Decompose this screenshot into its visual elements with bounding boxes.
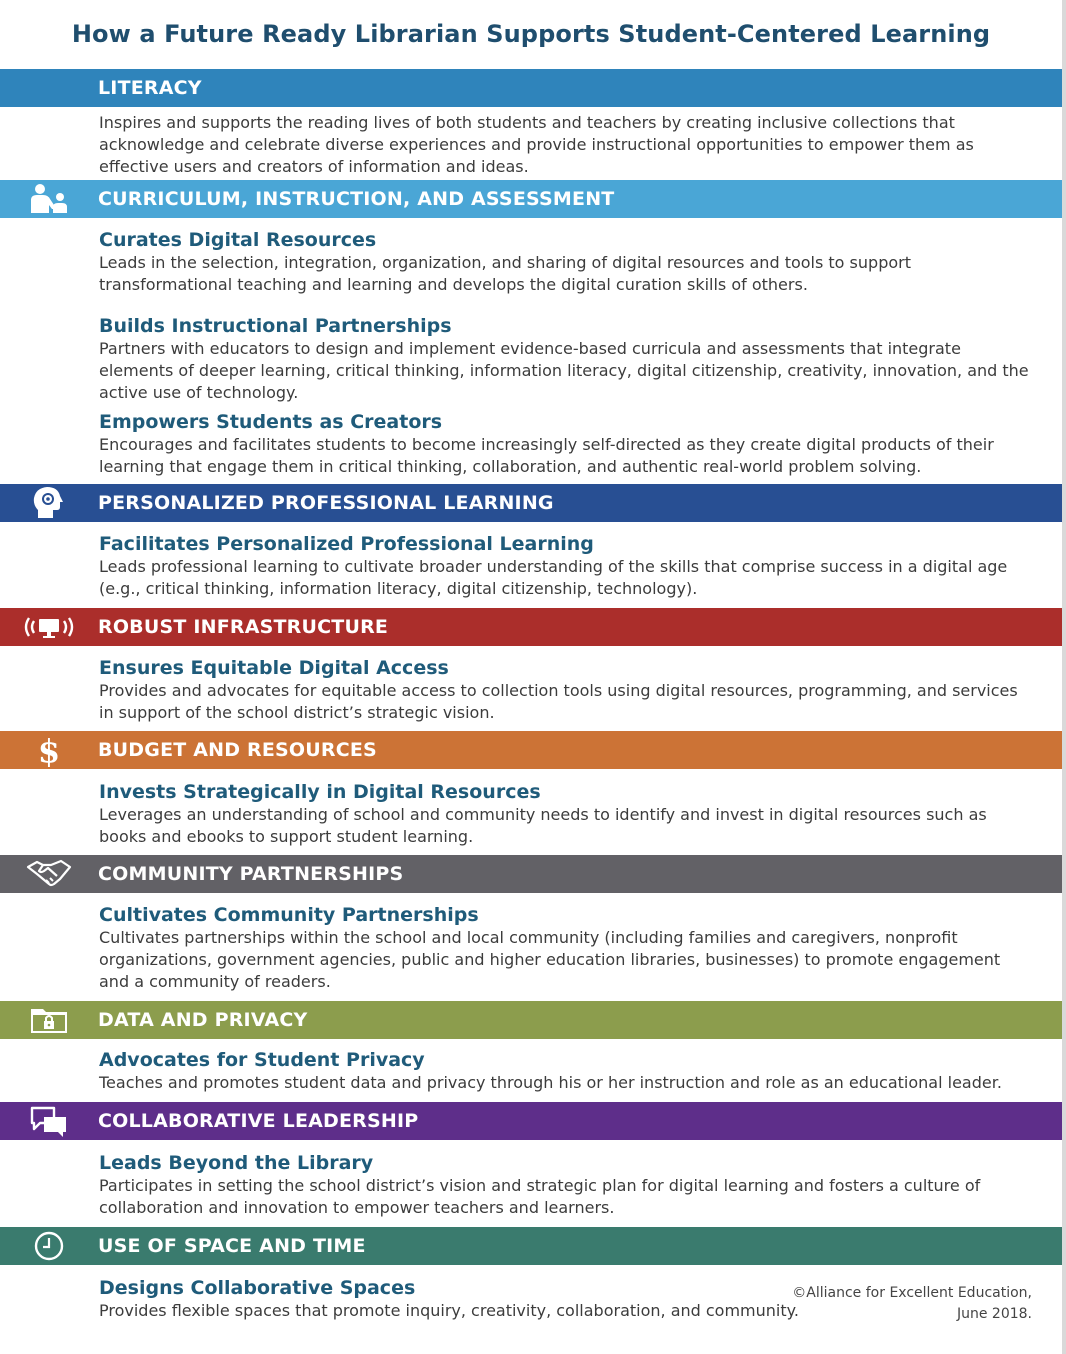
section-body-professional-learning	[99, 532, 1029, 600]
page-edge	[1062, 0, 1066, 1354]
section-body-data-privacy	[99, 1048, 1029, 1094]
section-bar-professional-learning	[0, 484, 1062, 522]
item-description: Inspires and supports the reading lives of both students and teachers by creating inclusive collections that acknowledge and celebrate diverse experiences and provide instructional opportunities to empower them as effective users and creators of information and ideas.	[99, 113, 974, 176]
item-description: Cultivates partnerships within the school and local community (including families and caregivers, nonprofit organizations, government agencies, public and higher education libraries, businesses) to promote engagement and a community of readers.	[99, 928, 1001, 991]
head-gear-icon	[0, 484, 98, 522]
section-bar-collaborative-leadership	[0, 1102, 1062, 1140]
section-heading: DATA AND PRIVACY	[98, 1009, 308, 1031]
section-bar-community	[0, 855, 1062, 893]
page-title: How a Future Ready Librarian Supports Student-Centered Learning	[71, 20, 991, 48]
item-title: Curates Digital Resources	[99, 229, 377, 251]
copyright-credit	[792, 1283, 1032, 1325]
section-heading: COLLABORATIVE LEADERSHIP	[98, 1110, 419, 1132]
section-heading: BUDGET AND RESOURCES	[98, 739, 377, 761]
item-title: Invests Strategically in Digital Resources	[99, 781, 541, 803]
item-title: Leads Beyond the Library	[99, 1152, 374, 1174]
section-bar-infrastructure	[0, 608, 1062, 646]
section-bar-literacy	[0, 69, 1062, 107]
item-title: Advocates for Student Privacy	[99, 1049, 425, 1071]
teacher-student-icon	[0, 180, 98, 218]
section-bar-space-time	[0, 1227, 1062, 1265]
item-description: Leads professional learning to cultivate broader understanding of the skills that comprise success in a digital age (e.g., critical thinking, information literacy, digital citizenship, technology).	[99, 557, 1008, 598]
item-description: Provides and advocates for equitable access to collection tools using digital resources, programming, and services in support of the school district’s strategic vision.	[99, 681, 1018, 722]
item-description: Encourages and facilitates students to become increasingly self-directed as they create digital products of their learning that engage them in critical thinking, collaboration, and authentic real-world problem solving.	[99, 435, 994, 476]
section-heading: LITERACY	[98, 77, 202, 99]
item-description: Leads in the selection, integration, organization, and sharing of digital resources and tools to support transformational teaching and learning and develops the digital curation skills of others.	[99, 253, 911, 294]
item-title: Empowers Students as Creators	[99, 411, 443, 433]
credit-line-1: ©Alliance for Excellent Education,	[792, 1285, 1032, 1301]
section-bar-budget	[0, 731, 1062, 769]
item-builds	[99, 314, 1029, 404]
handshake-icon	[0, 855, 98, 893]
chat-bubbles-icon	[0, 1102, 98, 1140]
item-description: Leverages an understanding of school and community needs to identify and invest in digital resources such as books and ebooks to support student learning.	[99, 805, 987, 846]
dollar-icon	[0, 731, 98, 769]
section-body-curriculum	[99, 228, 1029, 478]
section-heading: ROBUST INFRASTRUCTURE	[98, 616, 389, 638]
item-title: Cultivates Community Partnerships	[99, 904, 479, 926]
section-bar-data-privacy	[0, 1001, 1062, 1039]
clock-icon	[0, 1227, 98, 1265]
literacy-icon-slot	[0, 69, 98, 107]
credit-line-2: June 2018.	[956, 1306, 1032, 1322]
section-body-budget	[99, 780, 1029, 848]
item-title: Ensures Equitable Digital Access	[99, 657, 449, 679]
section-heading: COMMUNITY PARTNERSHIPS	[98, 863, 404, 885]
item-curates	[99, 228, 1029, 296]
section-body-community	[99, 903, 1029, 993]
item-description: Partners with educators to design and implement evidence-based curricula and assessments that integrate elements of deeper learning, critical thinking, information literacy, digital citizenship, creativity, innovation, and the active use of technology.	[99, 339, 1029, 402]
section-body-space-time	[99, 1276, 799, 1322]
section-heading: CURRICULUM, INSTRUCTION, AND ASSESSMENT	[98, 188, 615, 210]
item-title: Designs Collaborative Spaces	[99, 1277, 416, 1299]
section-body-literacy	[99, 112, 1029, 178]
section-bar-curriculum	[0, 180, 1062, 218]
wireless-computer-icon	[0, 608, 98, 646]
section-heading: PERSONALIZED PROFESSIONAL LEARNING	[98, 492, 554, 514]
item-empowers	[99, 410, 1029, 478]
section-heading: USE OF SPACE AND TIME	[98, 1235, 366, 1257]
item-description: Participates in setting the school district’s vision and strategic plan for digital learning and fosters a culture of collaboration and innovation to empower teachers and learners.	[99, 1176, 981, 1217]
svg-text:$: $	[37, 733, 61, 767]
item-title: Builds Instructional Partnerships	[99, 315, 452, 337]
section-body-collaborative-leadership	[99, 1151, 1029, 1219]
item-description: Provides flexible spaces that promote inquiry, creativity, collaboration, and community.	[99, 1301, 799, 1320]
item-description: Teaches and promotes student data and privacy through his or her instruction and role as an educational leader.	[99, 1073, 1002, 1092]
locked-folder-icon	[0, 1001, 98, 1039]
section-body-infrastructure	[99, 656, 1029, 724]
item-title: Facilitates Personalized Professional Learning	[99, 533, 594, 555]
